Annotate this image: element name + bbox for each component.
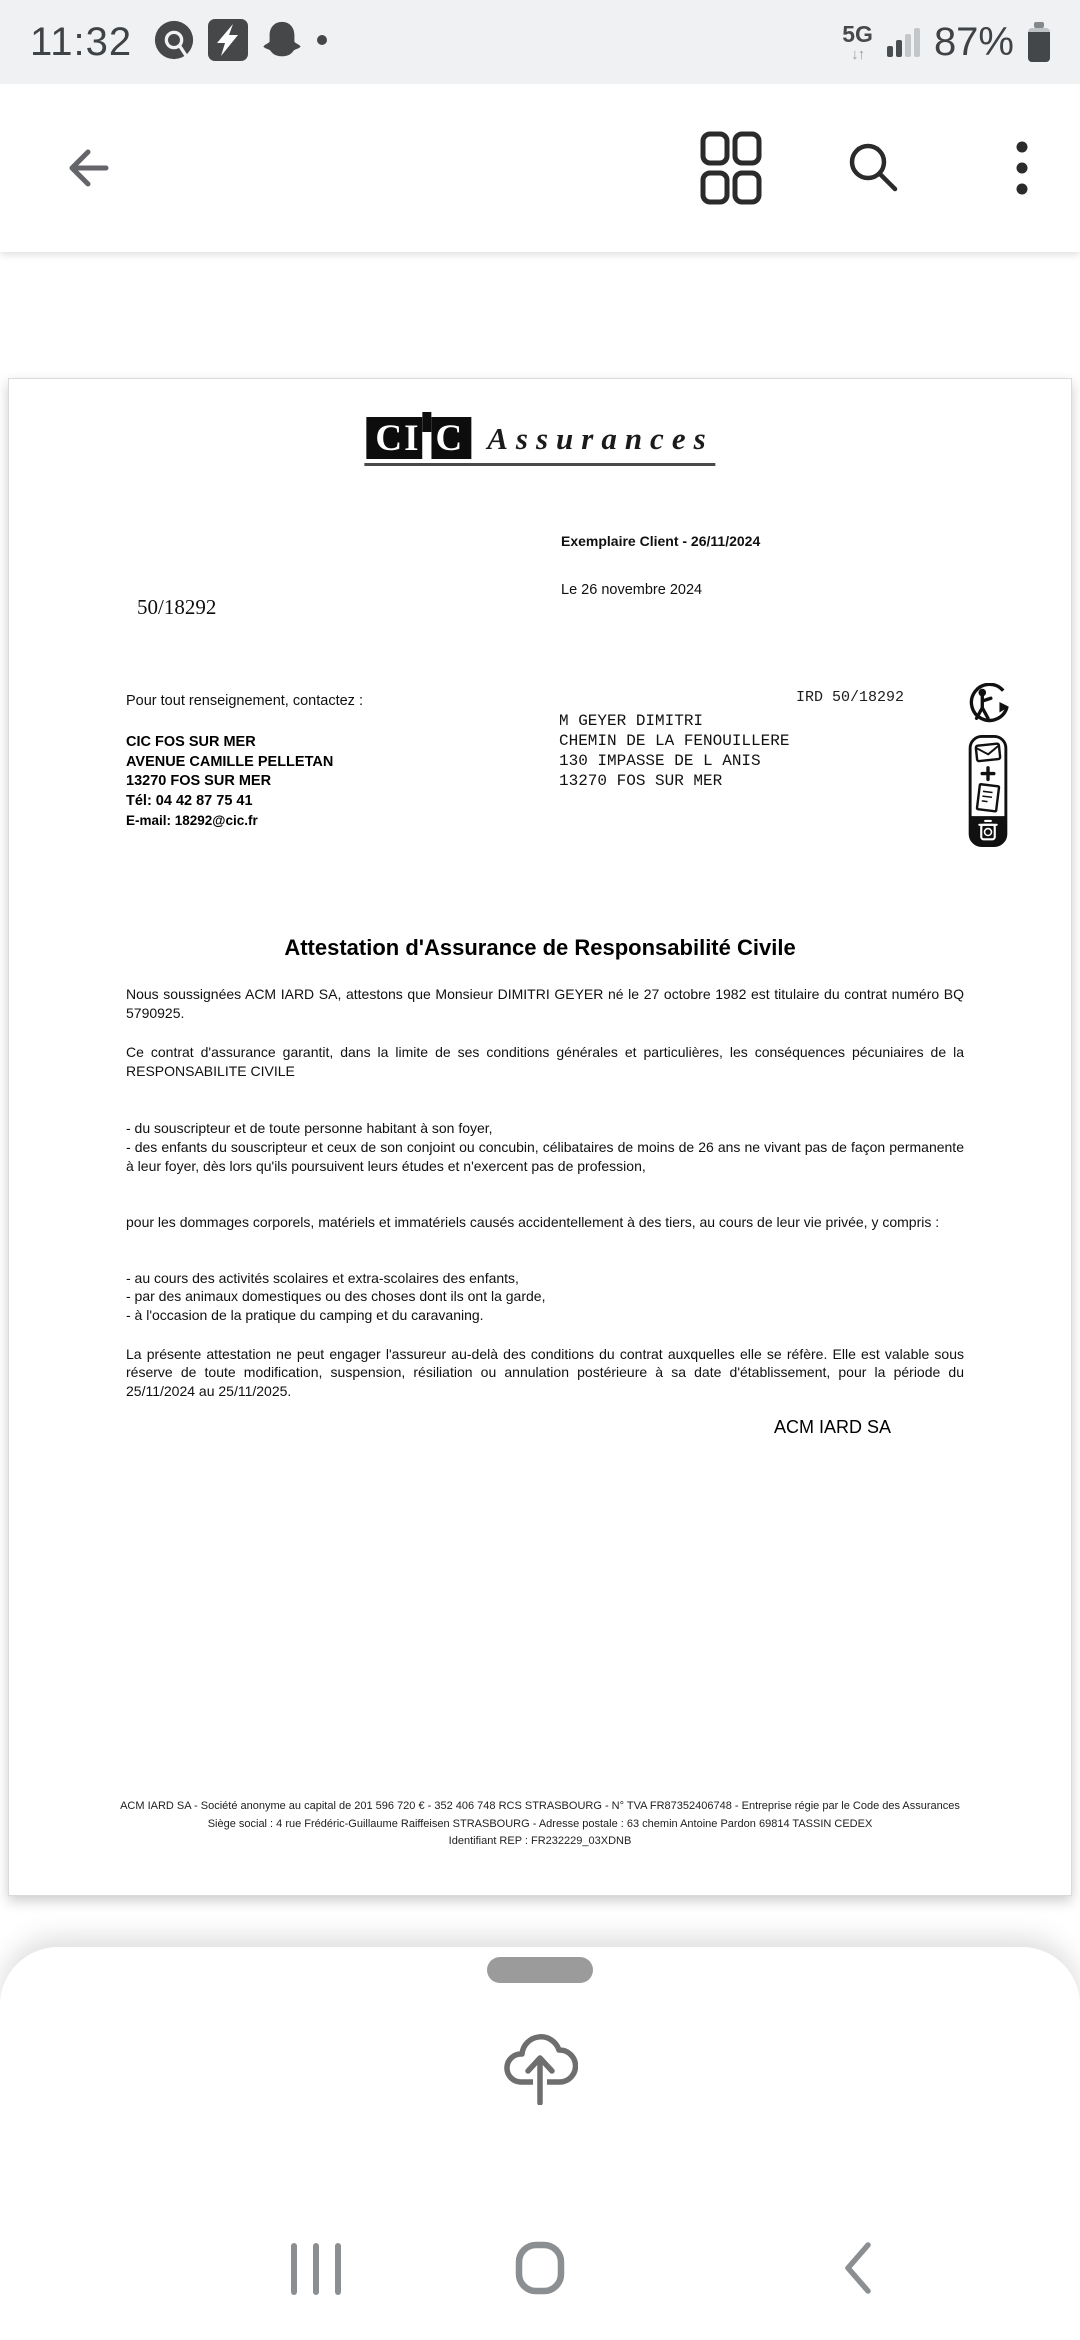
footer-line: Identifiant REP : FR232229_03XDNB xyxy=(448,1835,632,1847)
flash-app-icon xyxy=(208,19,248,66)
battery-percentage: 87% xyxy=(933,19,1014,64)
back-button[interactable] xyxy=(840,2240,874,2301)
bullet-item: - du souscripteur et de toute personne habitant à son foyer, xyxy=(126,1120,493,1137)
document-page[interactable] xyxy=(8,378,1072,1896)
letter-date: Le 26 novembre 2024 xyxy=(561,582,703,598)
paragraph: Ce contrat d'assurance garantit, dans la limite de ses conditions générales et particulières, les conséquences pécuniaires de la RESPONSABILITE CIVILE xyxy=(126,1044,964,1079)
ird-reference: IRD 50/18292 xyxy=(796,689,905,706)
document-title: Attestation d'Assurance de Responsabilité Civile xyxy=(284,935,796,960)
cic-logo-left: CI xyxy=(366,417,422,459)
recipient-line: M GEYER DIMITRI xyxy=(559,712,704,730)
recents-button[interactable] xyxy=(287,2242,345,2301)
paragraph: La présente attestation ne peut engager l'assureur au-delà des conditions du contrat auxquelles elle se réfère. Elle est valable sous réserve de toute modification, suspension, résiliation ou annulation postérieure à sa date d'établissement, pour la période du 25/11/2024 au 25/11/2025. xyxy=(126,1345,964,1399)
status-bar-right xyxy=(842,20,1050,65)
logo-underline xyxy=(364,463,715,466)
clock: 11:32 xyxy=(30,19,133,64)
file-reference: 50/18292 xyxy=(137,595,217,619)
back-arrow-icon[interactable] xyxy=(58,140,114,201)
footer-line: ACM IARD SA - Société anonyme au capital de 201 596 720 € - 352 406 748 RCS STRASBOURG - N° TVA FR87352406748 - Entreprise régie par le Code des Assurances xyxy=(120,1800,960,1812)
drag-handle[interactable] xyxy=(487,1957,593,1983)
agency-line: AVENUE CAMILLE PELLETAN xyxy=(126,753,334,770)
cic-logo-divider xyxy=(422,417,431,459)
cic-logo-right: C xyxy=(431,417,471,459)
recipient-line: 13270 FOS SUR MER xyxy=(559,772,723,790)
brand-wordmark: Assurances xyxy=(487,421,714,456)
snapchat-icon xyxy=(261,19,303,66)
agency-line: Tél: 04 42 87 75 41 xyxy=(126,792,253,809)
agency-line: 13270 FOS SUR MER xyxy=(126,773,272,789)
cic-assurances-logo xyxy=(366,417,713,466)
signal-strength-icon xyxy=(887,27,920,57)
contact-intro: Pour tout renseignement, contactez : xyxy=(126,693,363,709)
app-toolbar xyxy=(0,84,1080,252)
paragraph: pour les dommages corporels, matériels et immatériels causés accidentellement à des tiers, au cours de leur vie privée, y compris : xyxy=(126,1214,940,1231)
signature: ACM IARD SA xyxy=(773,1417,891,1438)
grid-view-icon[interactable] xyxy=(700,131,762,210)
overflow-menu-icon[interactable] xyxy=(1016,140,1028,201)
agency-address-block xyxy=(126,733,333,831)
sorting-instruction-icon xyxy=(968,735,1008,852)
document-body xyxy=(126,985,964,1437)
home-button[interactable] xyxy=(515,2241,565,2300)
legal-footer xyxy=(9,1798,1071,1851)
chrome-icon xyxy=(153,19,195,66)
recipient-address-block xyxy=(559,711,789,791)
agency-line: E-mail: 18292@cic.fr xyxy=(126,813,258,828)
triman-recycling-icon xyxy=(967,683,1009,728)
recipient-line: CHEMIN DE LA FENOUILLERE xyxy=(559,732,790,750)
paragraph: Nous soussignées ACM IARD SA, attestons que Monsieur DIMITRI GEYER né le 27 octobre 1982 est titulaire du contrat numéro BQ 5790925. xyxy=(126,986,964,1021)
cloud-upload-icon xyxy=(502,2021,578,2110)
battery-icon xyxy=(1028,22,1050,62)
footer-line: Siège social : 4 rue Frédéric-Guillaume Raiffeisen STRASBOURG - Adresse postale : 63 chemin Antoine Pardon 69814 TASSIN CEDEX xyxy=(207,1817,873,1830)
eco-icons-column xyxy=(965,683,1011,852)
search-icon[interactable] xyxy=(842,136,902,201)
network-5g-indicator: 5G ↓↑ xyxy=(842,20,873,63)
bullet-item: - à l'occasion de la pratique du camping et du caravaning. xyxy=(126,1306,484,1323)
notification-dot-icon xyxy=(316,33,328,51)
copy-label: Exemplaire Client - 26/11/2024 xyxy=(561,533,761,549)
bullet-item: - au cours des activités scolaires et extra-scolaires des enfants, xyxy=(126,1269,519,1286)
agency-line: CIC FOS SUR MER xyxy=(126,734,256,750)
bullet-item: - par des animaux domestiques ou des choses dont ils ont la garde, xyxy=(126,1288,546,1305)
bullet-list xyxy=(126,1269,964,1325)
status-bar-left xyxy=(30,19,328,66)
bullet-item: - des enfants du souscripteur et ceux de son conjoint ou concubin, célibataires de moins de 26 ans ne vivant pas de façon permanente à leur foyer, dès lors qu'ils poursuivent leurs études et n'exercent pas de profession, xyxy=(126,1138,964,1174)
recipient-line: 130 IMPASSE DE L ANIS xyxy=(559,752,761,770)
status-bar xyxy=(0,0,1080,84)
bullet-list xyxy=(126,1119,964,1175)
